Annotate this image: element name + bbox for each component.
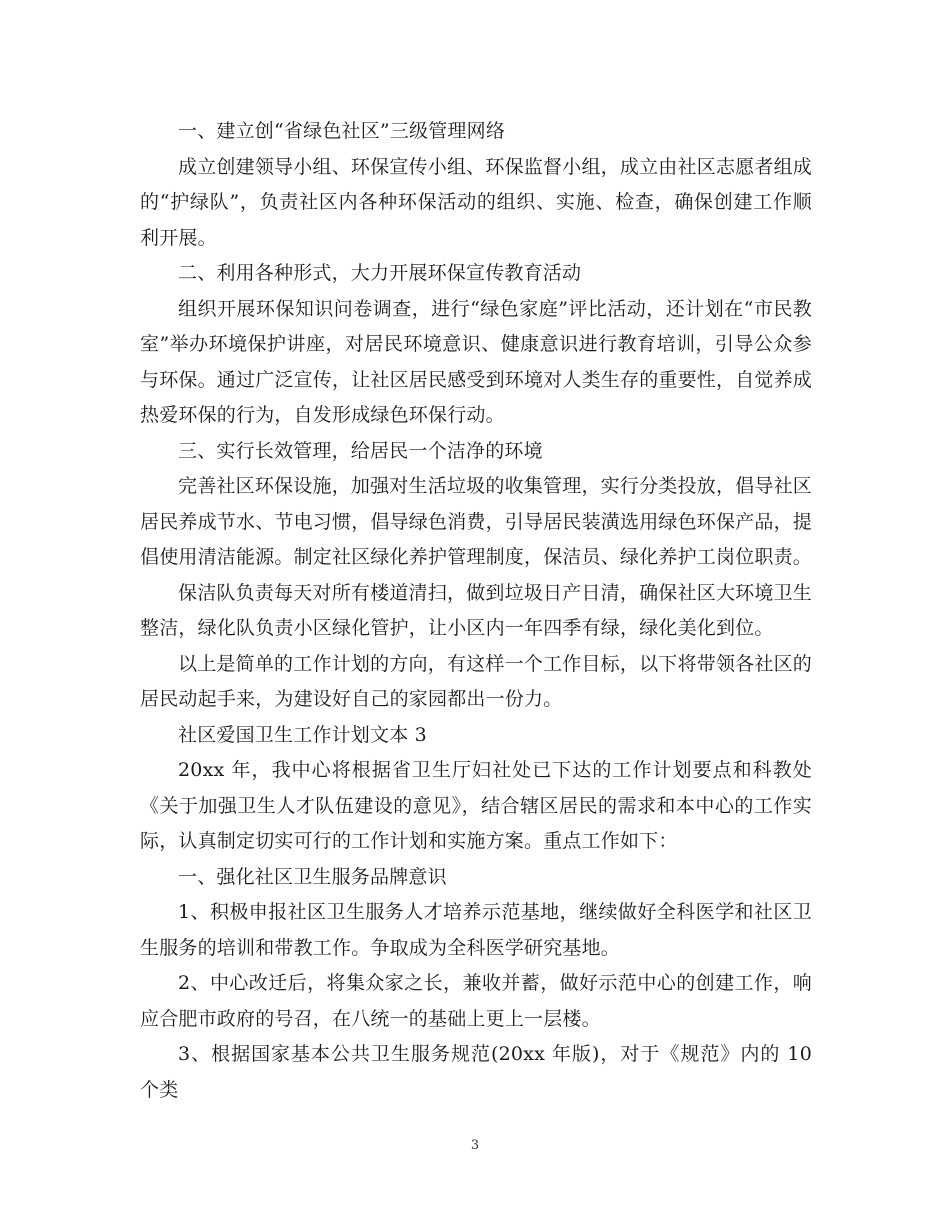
list-item-1: 1、积极申报社区卫生服务人才培养示范基地，继续做好全科医学和社区卫生服务的培训和带教工作。争取成为全科医学研究基地。 bbox=[140, 901, 812, 959]
heading-section-4: 一、强化社区卫生服务品牌意识 bbox=[178, 865, 447, 888]
heading-section-1: 一、建立创“省绿色社区”三级管理网络 bbox=[178, 120, 506, 142]
page-number: 3 bbox=[470, 1138, 480, 1153]
body-paragraph: 成立创建领导小组、环保宣传小组、环保监督小组，成立由社区志愿者组成的“护绿队”，负责社区内各种环保活动的组织、实施、检查，确保创建工作顺利开展。 bbox=[140, 155, 812, 249]
body-paragraph: 20xx 年，我中心将根据省卫生厅妇社处已下达的工作计划要点和科教处《关于加强卫生人才队伍建设的意见》，结合辖区居民的需求和本中心的工作实际，认真制定切实可行的工作计划和实施方案。重点工作如下： bbox=[140, 759, 812, 852]
document-body bbox=[140, 114, 812, 1108]
heading-section-2: 二、利用各种形式，大力开展环保宣传教育活动 bbox=[178, 262, 582, 284]
body-paragraph: 保洁队负责每天对所有楼道清扫，做到垃圾日产日清，确保社区大环境卫生整洁，绿化队负责小区绿化管护，让小区内一年四季有绿，绿化美化到位。 bbox=[140, 581, 812, 639]
body-paragraph: 以上是简单的工作计划的方向，有这样一个工作目标，以下将带领各社区的居民动起手来，为建设好自己的家园都出一份力。 bbox=[140, 652, 812, 710]
list-item-2: 2、中心改迁后，将集众家之长，兼收并蓄，做好示范中心的创建工作，响应合肥市政府的号召，在八统一的基础上更上一层楼。 bbox=[140, 972, 812, 1030]
heading-section-3: 三、实行长效管理，给居民一个洁净的环境 bbox=[178, 439, 543, 462]
body-paragraph: 组织开展环保知识问卷调查，进行“绿色家庭”评比活动，还计划在“市民教室”举办环境保护讲座，对居民环境意识、健康意识进行教育培训，引导公众参与环保。通过广泛宣传，让社区居民感受到环境对人类生存的重要性，自觉养成热爱环保的行为，自发形成绿色环保行动。 bbox=[140, 297, 813, 426]
list-item-3: 3、根据国家基本公共卫生服务规范(20xx 年版)，对于《规范》内的 10 个类 bbox=[140, 1043, 812, 1101]
document-subtitle: 社区爱国卫生工作计划文本 3 bbox=[178, 723, 427, 746]
body-paragraph: 完善社区环保设施，加强对生活垃圾的收集管理，实行分类投放，倡导社区居民养成节水、节电习惯，倡导绿色消费，引导居民装潢选用绿色环保产品，提倡使用清洁能源。制定社区绿化养护管理制度，保洁员、绿化养护工岗位职责。 bbox=[140, 475, 813, 568]
